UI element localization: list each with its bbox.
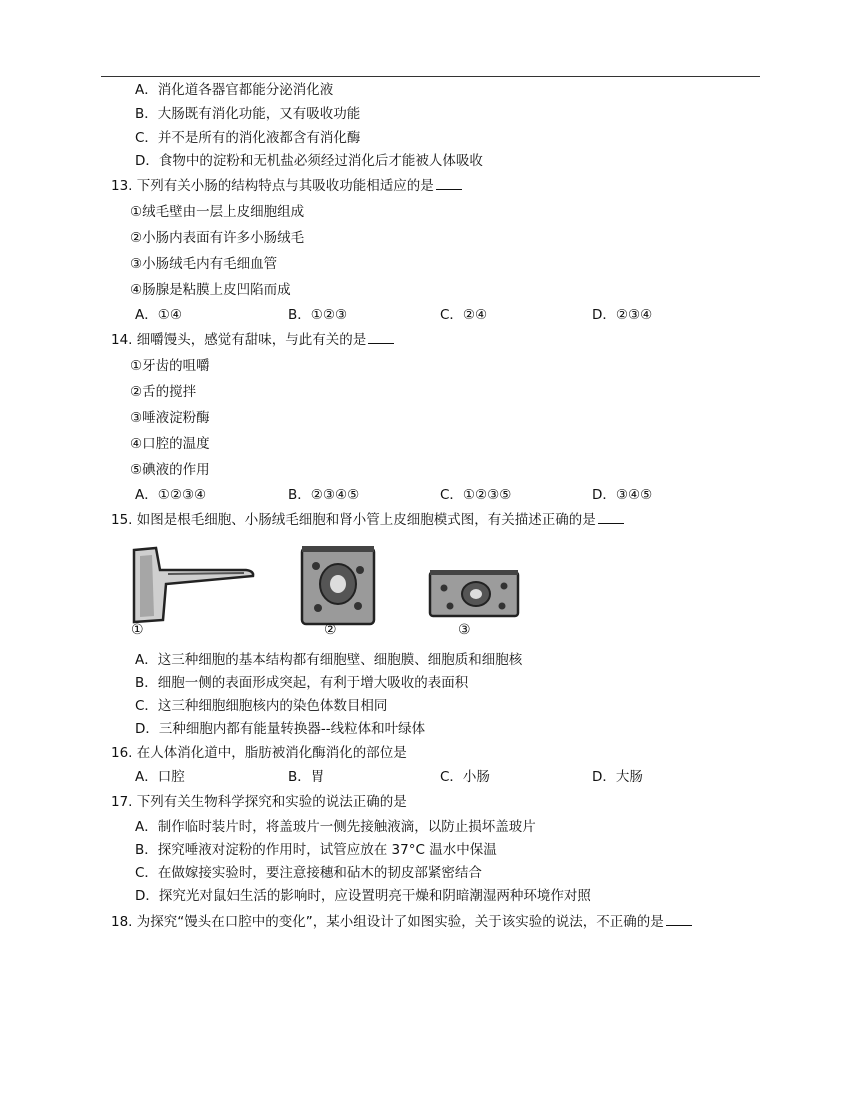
q16-option-c: C．小肠 — [440, 769, 490, 785]
figure-label-3: ③ — [458, 622, 471, 638]
q14-option-b: B．②③④⑤ — [288, 487, 360, 503]
q16-option-b: B．胃 — [288, 769, 325, 785]
q13-item-2: ②小肠内表面有许多小肠绒毛 — [130, 230, 305, 246]
q13-option-a: A．①④ — [135, 307, 182, 323]
q13-stem: 13. 下列有关小肠的结构特点与其吸收功能相适应的是 — [111, 177, 462, 195]
figure-label-1: ① — [131, 622, 144, 638]
q14-item-4: ④口腔的温度 — [130, 436, 210, 452]
q15-option-b: B．细胞一侧的表面形成突起，有利于增大吸收的表面积 — [135, 675, 469, 691]
q14-item-5: ⑤碘液的作用 — [130, 462, 210, 478]
q15-option-a: A．这三种细胞的基本结构都有细胞壁、细胞膜、细胞质和细胞核 — [135, 652, 523, 668]
q14-option-d: D．③④⑤ — [592, 487, 653, 503]
q17-option-c: C．在做嫁接实验时，要注意接穗和砧木的韧皮部紧密结合 — [135, 865, 482, 881]
q14-option-a: A．①②③④ — [135, 487, 207, 503]
figure-label-2: ② — [324, 622, 337, 638]
q13-option-d: D．②③④ — [592, 307, 653, 323]
q14-item-3: ③唾液淀粉酶 — [130, 410, 210, 426]
q12-option-c: C．并不是所有的消化液都含有消化酶 — [135, 130, 361, 146]
q14-option-c: C．①②③⑤ — [440, 487, 512, 503]
intestinal-villus-cell-figure — [296, 542, 382, 636]
q15-stem: 15. 如图是根毛细胞、小肠绒毛细胞和肾小管上皮细胞模式图，有关描述正确的是 — [111, 511, 624, 529]
q14-item-2: ②舌的搅拌 — [130, 384, 197, 400]
q13-item-4: ④肠腺是粘膜上皮凹陷而成 — [130, 282, 291, 298]
q13-option-c: C．②④ — [440, 307, 488, 323]
q14-stem: 14. 细嚼馒头，感觉有甜味，与此有关的是 — [111, 331, 394, 349]
q16-stem: 16. 在人体消化道中，脂肪被消化酶消化的部位是 — [111, 745, 407, 761]
kidney-tubule-cell-figure — [426, 566, 522, 620]
q12-option-b: B．大肠既有消化功能，又有吸收功能 — [135, 106, 361, 122]
q17-option-a: A．制作临时装片时，将盖玻片一侧先接触液滴，以防止损坏盖玻片 — [135, 819, 536, 835]
q14-item-1: ①牙齿的咀嚼 — [130, 358, 210, 374]
q13-item-3: ③小肠绒毛内有毛细血管 — [130, 256, 278, 272]
q15-option-c: C．这三种细胞细胞核内的染色体数目相同 — [135, 698, 388, 714]
q18-stem: 18. 为探究“馒头在口腔中的变化”，某小组设计了如图实验，关于该实验的说法，不正确的是 — [111, 913, 692, 931]
q13-item-1: ①绒毛壁由一层上皮细胞组成 — [130, 204, 305, 220]
q17-option-b: B．探究唾液对淀粉的作用时，试管应放在 37°C 温水中保温 — [135, 842, 497, 858]
header-rule — [101, 76, 760, 77]
q13-option-b: B．①②③ — [288, 307, 348, 323]
q15-option-d: D．三种细胞内都有能量转换器--线粒体和叶绿体 — [135, 721, 426, 737]
q16-option-a: A．口腔 — [135, 769, 185, 785]
q12-option-d: D．食物中的淀粉和无机盐必须经过消化后才能被人体吸收 — [135, 153, 483, 169]
q17-stem: 17. 下列有关生物科学探究和实验的说法正确的是 — [111, 794, 407, 810]
q17-option-d: D．探究光对鼠妇生活的影响时，应设置明亮干燥和阴暗潮湿两种环境作对照 — [135, 888, 591, 904]
q16-option-d: D．大肠 — [592, 769, 643, 785]
root-hair-cell-figure — [126, 540, 266, 640]
q12-option-a: A．消化道各器官都能分泌消化液 — [135, 82, 334, 98]
